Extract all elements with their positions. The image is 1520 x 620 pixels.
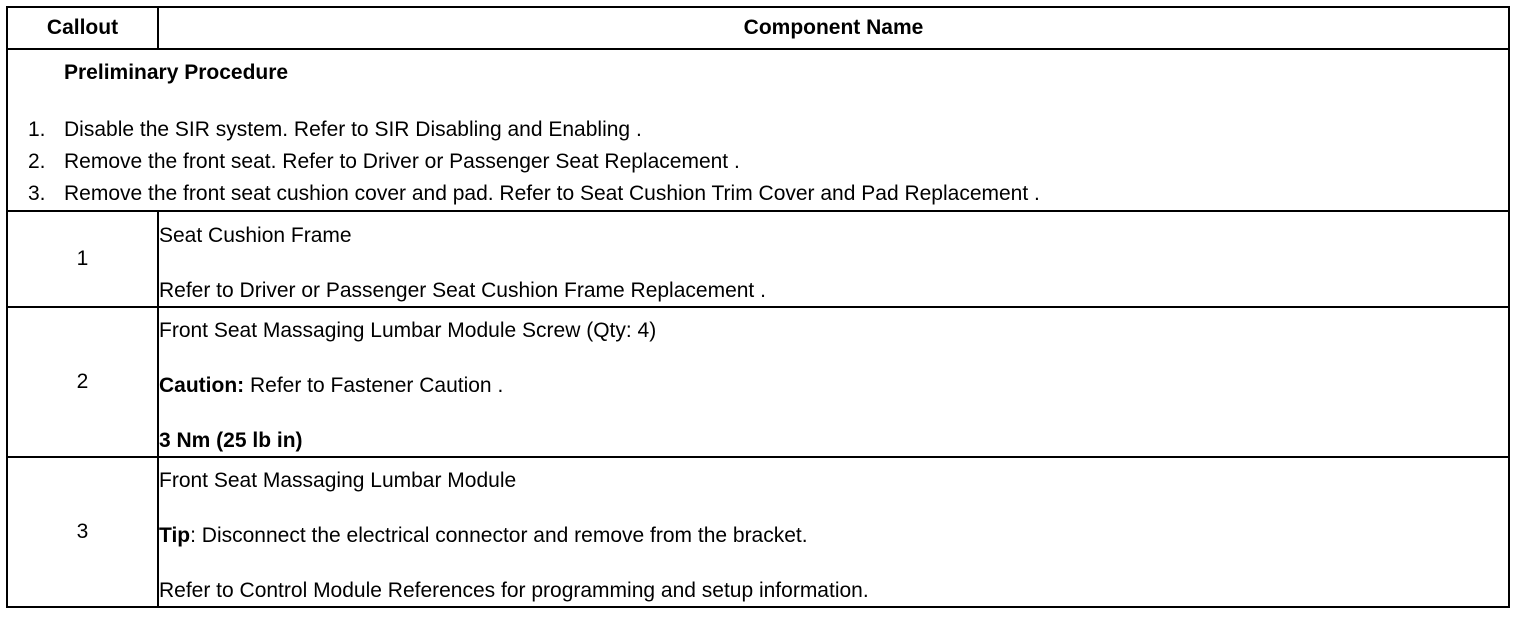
preliminary-procedure-row <box>7 49 1509 211</box>
tip-text: : Disconnect the electrical connector and remove from the bracket. <box>190 524 808 547</box>
table-row <box>7 457 1509 607</box>
preliminary-procedure-cell <box>7 49 1509 211</box>
component-reference: Refer to Driver or Passenger Seat Cushion Frame Replacement . <box>159 278 766 302</box>
table-header-row <box>7 7 1509 49</box>
tip-label: Tip <box>159 524 191 547</box>
preliminary-step <box>8 178 1508 210</box>
callout-number: 1 <box>7 211 158 307</box>
caution-note <box>159 373 1508 399</box>
component-name-column-header: Component Name <box>158 7 1509 49</box>
callout-number: 2 <box>7 307 158 457</box>
preliminary-step <box>8 114 1508 146</box>
preliminary-step <box>8 146 1508 178</box>
component-name: Front Seat Massaging Lumbar Module Screw (Qty: 4) <box>159 319 657 342</box>
step-text: Remove the front seat. Refer to Driver or Passenger Seat Replacement . <box>64 150 740 173</box>
caution-label: Caution: <box>159 374 245 397</box>
component-cell <box>158 307 1509 457</box>
table-row <box>7 211 1509 307</box>
step-text: Disable the SIR system. Refer to SIR Disabling and Enabling . <box>64 118 642 141</box>
preliminary-procedure-title: Preliminary Procedure <box>64 61 289 84</box>
tip-note <box>159 523 1508 549</box>
component-name: Front Seat Massaging Lumbar Module <box>159 469 517 492</box>
step-text: Remove the front seat cushion cover and pad. Refer to Seat Cushion Trim Cover and Pad Replacement . <box>64 182 1040 205</box>
torque-value: 3 Nm (25 lb in) <box>159 429 303 452</box>
component-cell <box>158 457 1509 607</box>
table-row <box>7 307 1509 457</box>
caution-text: Refer to Fastener Caution . <box>244 374 504 397</box>
callout-column-header: Callout <box>7 7 158 49</box>
step-number: 3. <box>28 182 46 205</box>
component-name: Seat Cushion Frame <box>159 223 352 247</box>
step-number: 1. <box>28 118 46 141</box>
step-number: 2. <box>28 150 46 173</box>
preliminary-steps-list <box>8 114 1508 210</box>
component-reference: Refer to Control Module References for programming and setup information. <box>159 579 869 602</box>
callout-number: 3 <box>7 457 158 607</box>
torque-spec <box>159 428 1508 454</box>
component-cell <box>158 211 1509 307</box>
procedure-table <box>6 6 1510 608</box>
